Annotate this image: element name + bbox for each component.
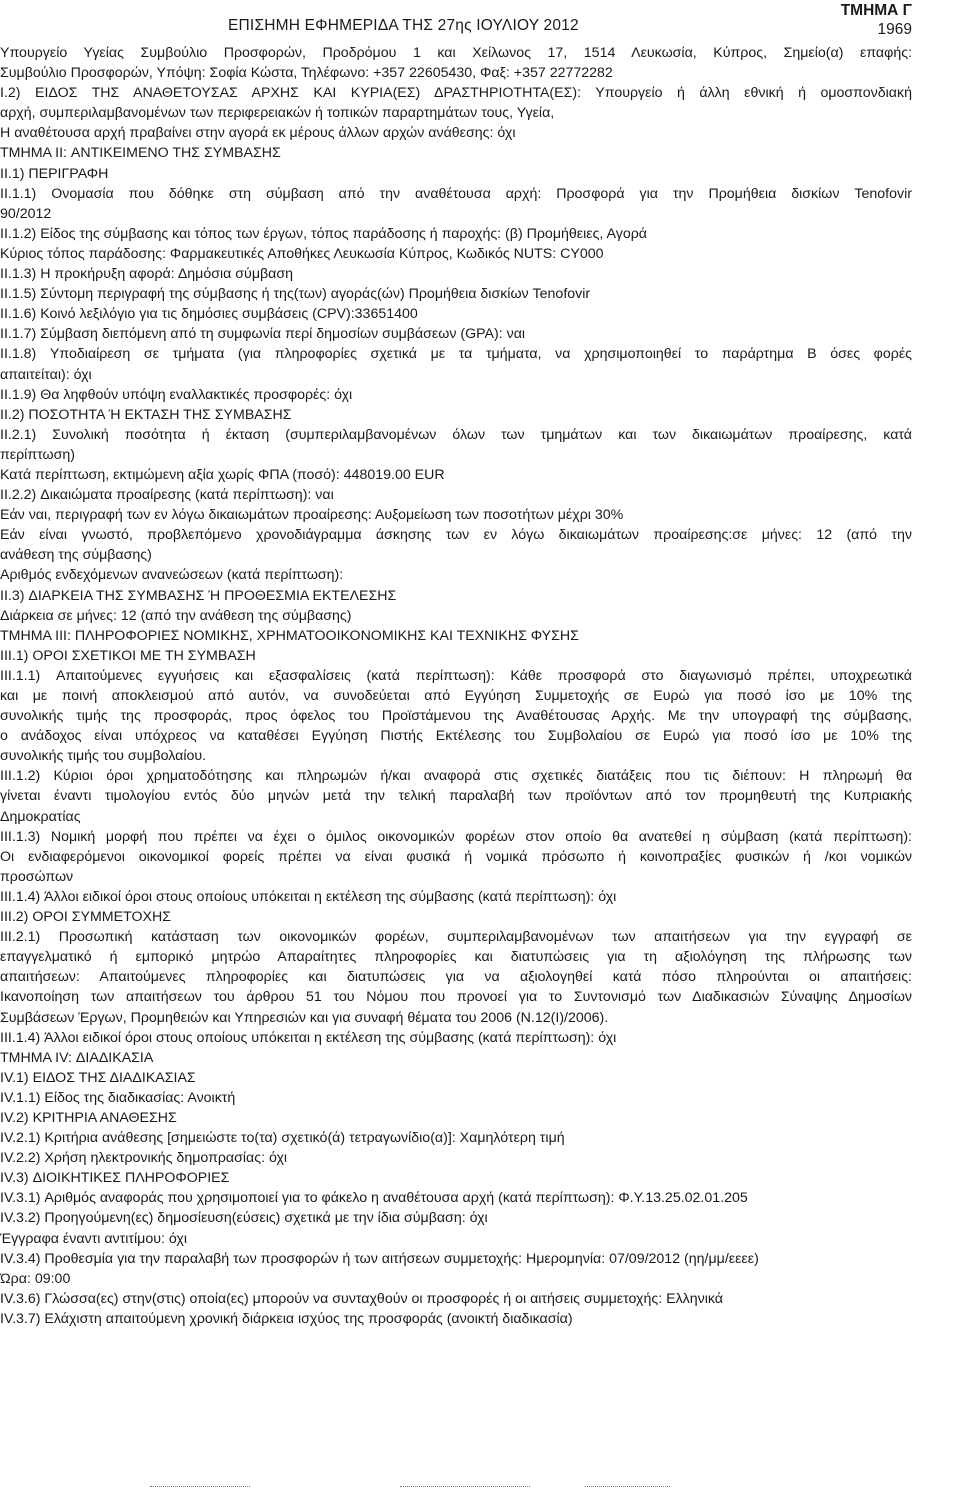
text-line: Ικανοποίηση των απαιτήσεων του άρθρου 51 του Νόμου που προνοεί για το Συντονισμό των Διαδικασιών Σύναψης Δημοσίων bbox=[0, 989, 912, 1006]
text-line: IV.3.2) Προηγούμενη(ες) δημοσίευση(εύσεις) σχετικά με την ίδια σύμβαση: όχι bbox=[0, 1210, 488, 1227]
gazette-title: ΕΠΙΣΗΜΗ ΕΦΗΜΕΡΙΔΑ ΤΗΣ 27ης ΙΟΥΛΙΟΥ 2012 bbox=[228, 17, 579, 34]
page-number: 1969 bbox=[877, 21, 912, 38]
text-line: IV.1.1) Είδος της διαδικασίας: Ανοικτή bbox=[0, 1089, 236, 1106]
text-line: II.2.2) Δικαιώματα προαίρεσης (κατά περίπτωση): ναι bbox=[0, 487, 334, 504]
text-line: απαιτείται): όχι bbox=[0, 366, 92, 383]
section-label: ΤΜΗΜΑ Γ bbox=[840, 2, 912, 19]
text-line: Έγγραφα έναντι αντιτίμου: όχι bbox=[0, 1230, 187, 1247]
text-line: III.1.2) Κύριοι όροι χρηματοδότησης και πληρωμών ή/και αναφορά στις σχετικές διατάξεις που τις διέπουν: Η πληρωμή θα bbox=[0, 768, 912, 785]
text-line: Κύριος τόπος παράδοσης: Φαρμακευτικές Αποθήκες Λευκωσία Κύπρος, Κωδικός NUTS: CY000 bbox=[0, 245, 604, 262]
text-line: III.2) ΟΡΟΙ ΣΥΜΜΕΤΟΧΗΣ bbox=[0, 909, 171, 926]
text-line: II.2) ΠΟΣΟΤΗΤΑ Ή ΕΚΤΑΣΗ ΤΗΣ ΣΥΜΒΑΣΗΣ bbox=[0, 406, 292, 423]
text-line: Συμβούλιο Προσφορών, Υπόψη: Σοφία Κώστα, Τηλέφωνο: +357 22605430, Φαξ: +357 22772282 bbox=[0, 65, 613, 82]
notice-body bbox=[0, 43, 912, 1329]
text-line: III.1.4) Άλλοι ειδικοί όροι στους οποίους υπόκειται η εκτέλεση της σύμβασης (κατά περίπτωση): όχι bbox=[0, 1029, 617, 1046]
text-line: περίπτωση) bbox=[0, 446, 75, 463]
text-line: συνολικής τιμής του συμβολαίου. bbox=[0, 748, 207, 765]
text-line: II.1.7) Σύμβαση διεπόμενη από τη συμφωνία περί δημοσίων συμβάσεων (GPA): ναι bbox=[0, 326, 526, 343]
text-line: IV.2.1) Κριτήρια ανάθεσης [σημειώστε το(τα) σχετικό(ά) τετραγωνίδιο(α)]: Χαμηλότερη τιμή bbox=[0, 1130, 565, 1147]
text-line: Υπουργείο Υγείας Συμβούλιο Προσφορών, Προδρόμου 1 και Χείλωνος 17, 1514 Λευκωσία, Κύπρος, Σημείο(α) επαφής: bbox=[0, 45, 912, 61]
footer-dotted-rule bbox=[400, 1478, 530, 1487]
text-line: II.1.1) Ονομασία που δόθηκε στη σύμβαση από την αναθέτουσα αρχή: Προσφορά για την Προμήθεια δισκίων Tenofovir bbox=[0, 185, 912, 202]
text-line: II.1.6) Κοινό λεξιλόγιο για τις δημόσιες συμβάσεις (CPV):33651400 bbox=[0, 306, 418, 323]
text-line: Η αναθέτουσα αρχή πραβαίνει στην αγορά εκ μέρους άλλων αρχών ανάθεσης: όχι bbox=[0, 125, 516, 142]
text-line: III.1.1) Απαιτούμενες εγγυήσεις και εξασφαλίσεις (κατά περίπτωση): Κάθε προσφορά στο διαγωνισμό πρέπει, υποχρεωτικά bbox=[0, 667, 912, 684]
text-line: αρχή, συμπεριλαμβανομένων των περιφερειακών ή τοπικών παραρτημάτων τους, Υγεία, bbox=[0, 105, 555, 122]
text-line: επαγγελματικό ή εμπορικό μητρώο Απαραίτητες πληροφορίες και διατυπώσεις για τη αξιολόγηση της πλήρωσης των bbox=[0, 949, 912, 966]
text-line: ο ανάδοχος είναι υπόχρεος να καταθέσει Εγγύηση Πιστής Εκτέλεσης του Συμβολαίου σε Ευρώ για ποσό ίσο με 10% της bbox=[0, 728, 912, 745]
text-line: ανάθεση της σύμβασης) bbox=[0, 547, 152, 564]
text-line: απαιτήσεων: Απαιτούμενες πληροφορίες και διατυπώσεις για να αξιολογηθεί κατά πόσο πληρούνται οι απαιτήσεις: bbox=[0, 969, 912, 986]
text-line: συνολικής τιμής της προσφοράς, προς όφελος του Προϊστάμενου της Αναθέτουσας Αρχής. Με την υπογραφή της σύμβασης, bbox=[0, 708, 912, 725]
text-line: Συμβάσεων Έργων, Προμηθειών και Υπηρεσιών και για συναφή θέματα του 2006 (Ν.12(I)/2006). bbox=[0, 1009, 609, 1026]
text-line: II.1.9) Θα ληφθούν υπόψη εναλλακτικές προσφορές: όχι bbox=[0, 386, 353, 403]
text-line: III.2.1) Προσωπική κατάσταση των οικονομικών φορέων, συμπεριλαμβανομένων των απαιτήσεων για την εγγραφή σε bbox=[0, 929, 912, 946]
footer-dotted-rule bbox=[585, 1478, 670, 1487]
text-line: ΤΜΗΜΑ II: ΑΝΤΙΚΕΙΜΕΝΟ ΤΗΣ ΣΥΜΒΑΣΗΣ bbox=[0, 145, 281, 162]
text-line: Ώρα: 09:00 bbox=[0, 1270, 71, 1287]
text-line: και με ποινή αποκλεισμού από αυτόν, να συνοδεύεται από Εγγύηση Συμμετοχής σε Ευρώ για ποσό ίσο με 10% της bbox=[0, 688, 912, 704]
page-header bbox=[0, 0, 960, 44]
text-line: ΤΜΗΜΑ III: ΠΛΗΡΟΦΟΡΙΕΣ ΝΟΜΙΚΗΣ, ΧΡΗΜΑΤΟΟΙΚΟΝΟΜΙΚΗΣ ΚΑΙ ΤΕΧΝΙΚΗΣ ΦΥΣΗΣ bbox=[0, 627, 579, 644]
text-line: III.1) ΟΡΟΙ ΣΧΕΤΙΚΟΙ ΜΕ ΤΗ ΣΥΜΒΑΣΗ bbox=[0, 647, 256, 664]
text-line: III.1.4) Άλλοι ειδικοί όροι στους οποίους υπόκειται η εκτέλεση της σύμβασης (κατά περίπτωση): όχι bbox=[0, 888, 617, 905]
text-line: Εάν είναι γνωστό, προβλεπόμενο χρονοδιάγραμμα άσκησης των εν λόγω δικαιωμάτων προαίρεσης:σε μήνες: 12 (από την bbox=[0, 527, 912, 544]
text-line: III.1.3) Νομική μορφή που πρέπει να έχει ο όμιλος οικονομικών φορέων στον οποίο θα ανατεθεί η σύμβαση (κατά περίπτωση): bbox=[0, 828, 912, 845]
text-line: Κατά περίπτωση, εκτιμώμενη αξία χωρίς ΦΠΑ (ποσό): 448019.00 EUR bbox=[0, 466, 445, 483]
text-line: IV.3.4) Προθεσμία για την παραλαβή των προσφορών ή των αιτήσεων συμμετοχής: Ημερομηνία: 07/09/2012 (ηη/μμ/εεεε) bbox=[0, 1250, 759, 1267]
text-line: I.2) ΕΙΔΟΣ ΤΗΣ ΑΝΑΘΕΤΟΥΣΑΣ ΑΡΧΗΣ ΚΑΙ ΚΥΡΙΑ(ΕΣ) ΔΡΑΣΤΗΡΙΟΤΗΤΑ(ΕΣ): Υπουργείο ή άλλη εθνική ή ομοσπονδιακή bbox=[0, 85, 912, 102]
text-line: II.1.3) Η προκήρυξη αφορά: Δημόσια σύμβαση bbox=[0, 266, 293, 283]
text-line: IV.3.7) Ελάχιστη απαιτούμενη χρονική διάρκεια ισχύος της προσφοράς (ανοικτή διαδικασία) bbox=[0, 1310, 573, 1327]
text-line: IV.2) ΚΡΙΤΗΡΙΑ ΑΝΑΘΕΣΗΣ bbox=[0, 1109, 177, 1126]
text-line: IV.1) ΕΙΔΟΣ ΤΗΣ ΔΙΑΔΙΚΑΣΙΑΣ bbox=[0, 1069, 196, 1086]
text-line: Αριθμός ενδεχόμενων ανανεώσεων (κατά περίπτωση): bbox=[0, 567, 344, 584]
text-line: Δημοκρατίας bbox=[0, 808, 81, 825]
text-line: IV.3.1) Αριθμός αναφοράς που χρησιμοποιεί για το φάκελο η αναθέτουσα αρχή (κατά περίπτωση): Φ.Υ.13.25.02.01.205 bbox=[0, 1190, 748, 1207]
text-line: II.1.2) Είδος της σύμβασης και τόπος των έργων, τόπος παράδοσης ή παροχής: (β) Προμήθειες, Αγορά bbox=[0, 225, 647, 242]
text-line: II.1) ΠΕΡΙΓΡΑΦΗ bbox=[0, 165, 109, 182]
text-line: IV.3) ΔΙΟΙΚΗΤΙΚΕΣ ΠΛΗΡΟΦΟΡΙΕΣ bbox=[0, 1170, 230, 1187]
text-line: 90/2012 bbox=[0, 205, 52, 222]
text-line: II.1.8) Υποδιαίρεση σε τμήματα (για πληροφορίες σχετικά με τα τμήματα, να χρησιμοποιηθεί το παράρτημα Β όσες φορές bbox=[0, 346, 912, 363]
text-line: ΤΜΗΜΑ IV: ΔΙΑΔΙΚΑΣΙΑ bbox=[0, 1049, 154, 1066]
text-line: Εάν ναι, περιγραφή των εν λόγω δικαιωμάτων προαίρεσης: Αυξομείωση των ποσοτήτων μέχρι 30% bbox=[0, 507, 624, 524]
text-line: II.1.5) Σύντομη περιγραφή της σύμβασης ή της(των) αγοράς(ών) Προμήθεια δισκίων Tenofovir bbox=[0, 286, 591, 303]
text-line: Οι ενδιαφερόμενοι οικονομικοί φορείς πρέπει να είναι φυσικά ή νομικά πρόσωπο ή κοινοπραξίες φυσικών ή /κοι νομικών bbox=[0, 848, 912, 865]
text-line: προσώπων bbox=[0, 868, 74, 885]
text-line: γίνεται έναντι τιμολογίου εντός δύο μηνών μετά την τελική παραλαβή των προϊόντων από τον προμηθευτή της Κυπριακής bbox=[0, 788, 912, 805]
text-line: II.2.1) Συνολική ποσότητα ή έκταση (συμπεριλαμβανομένων όλων των τμημάτων και των δικαιωμάτων προαίρεσης, κατά bbox=[0, 426, 912, 443]
footer-dotted-rule bbox=[150, 1478, 250, 1487]
text-line: IV.3.6) Γλώσσα(ες) στην(στις) οποία(ες) μπορούν να συνταχθούν οι προσφορές ή οι αιτήσεις συμμετοχής: Ελληνικά bbox=[0, 1290, 724, 1307]
text-line: II.3) ΔΙΑΡΚΕΙΑ ΤΗΣ ΣΥΜΒΑΣΗΣ Ή ΠΡΟΘΕΣΜΙΑ ΕΚΤΕΛΕΣΗΣ bbox=[0, 587, 397, 604]
text-line: IV.2.2) Χρήση ηλεκτρονικής δημοπρασίας: όχι bbox=[0, 1150, 288, 1167]
text-line: Διάρκεια σε μήνες: 12 (από την ανάθεση της σύμβασης) bbox=[0, 607, 352, 624]
